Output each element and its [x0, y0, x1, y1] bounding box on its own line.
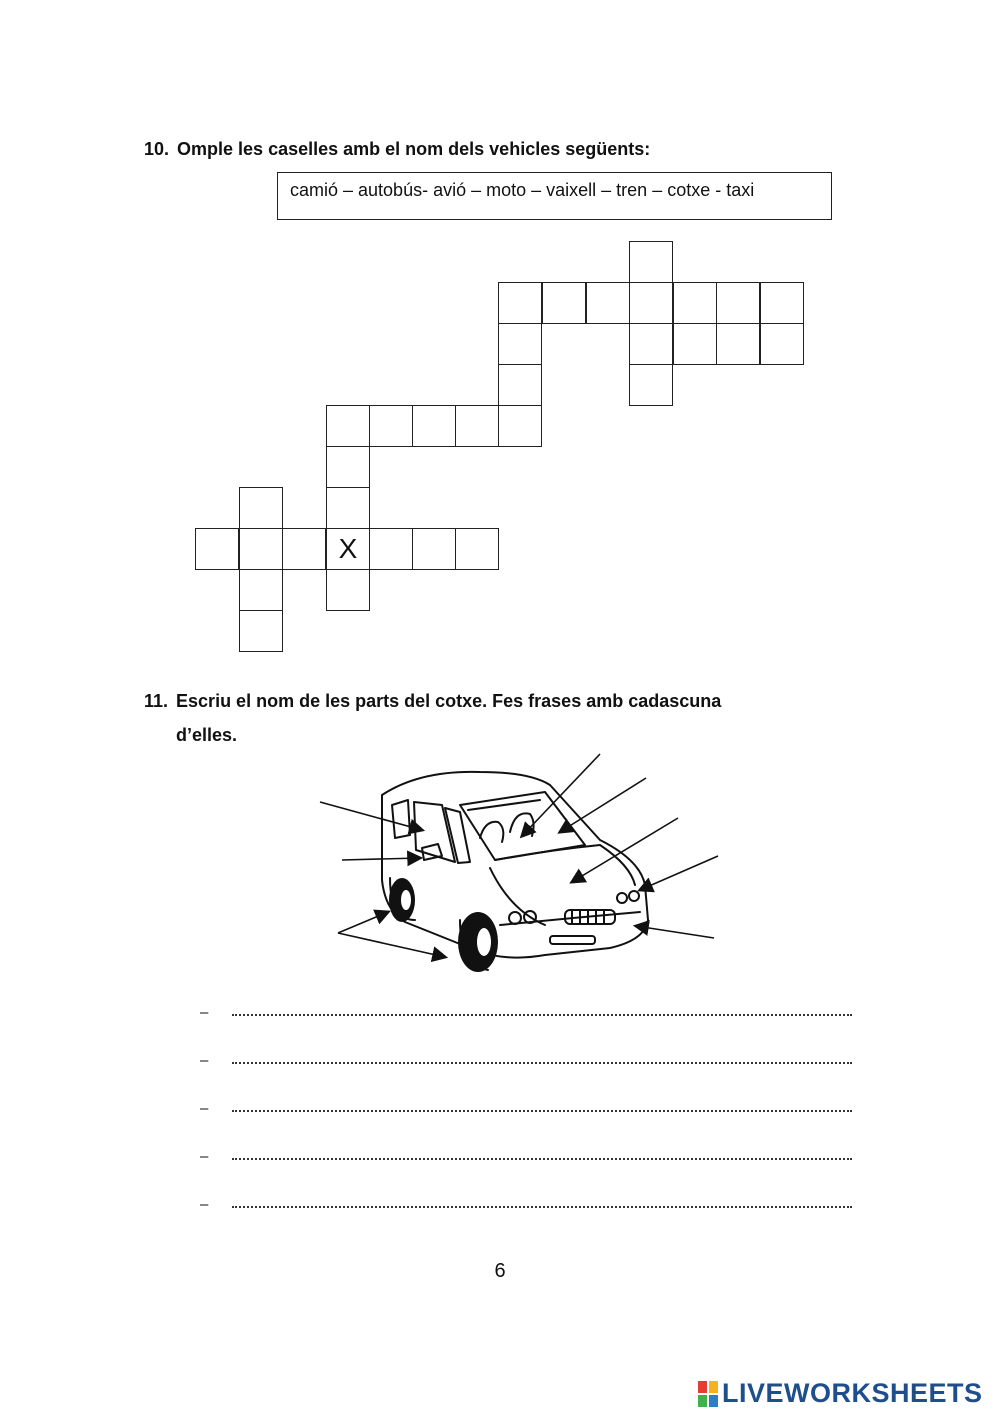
crossword-cell[interactable]: [412, 405, 456, 447]
dotted-answer-field[interactable]: [232, 1206, 852, 1208]
brand-logo-icon: [698, 1381, 718, 1407]
question-text: Omple les caselles amb el nom dels vehicles següents:: [177, 139, 651, 159]
crossword-cell[interactable]: X: [326, 528, 370, 570]
answer-line[interactable]: [200, 1196, 860, 1220]
crossword-cell[interactable]: [239, 610, 283, 652]
crossword-cell[interactable]: [673, 323, 717, 365]
crossword-cell[interactable]: [239, 569, 283, 611]
crossword-cell[interactable]: [326, 446, 370, 488]
crossword-cell[interactable]: [326, 487, 370, 529]
crossword-cell[interactable]: [239, 528, 283, 570]
crossword-cell[interactable]: [716, 323, 760, 365]
question-10-title: [144, 132, 650, 166]
crossword-cell[interactable]: [760, 323, 804, 365]
answer-line[interactable]: [200, 1148, 860, 1172]
crossword-cell[interactable]: [455, 405, 499, 447]
crossword-cell[interactable]: [369, 405, 413, 447]
crossword-cell[interactable]: [629, 323, 673, 365]
word-list-box: camió – autobús- avió – moto – vaixell – tren – cotxe - taxi: [277, 172, 832, 220]
car-illustration: [310, 750, 730, 975]
bullet-dash: –: [200, 1052, 209, 1069]
dotted-answer-field[interactable]: [232, 1014, 852, 1016]
crossword-cell[interactable]: [498, 323, 542, 365]
dotted-answer-field[interactable]: [232, 1062, 852, 1064]
crossword-cell[interactable]: [542, 282, 586, 324]
page-number: 6: [494, 1260, 506, 1282]
crossword-cell[interactable]: [498, 282, 542, 324]
crossword-cell[interactable]: [195, 528, 239, 570]
question-number: 11.: [144, 691, 169, 711]
answer-line[interactable]: [200, 1052, 860, 1076]
crossword-cell[interactable]: [629, 282, 673, 324]
question-number: 10.: [144, 139, 170, 159]
crossword-cell[interactable]: [498, 364, 542, 406]
crossword-cell[interactable]: [326, 569, 370, 611]
crossword-cell[interactable]: [369, 528, 413, 570]
question-text: Escriu el nom de les parts del cotxe. Fes frases amb cadascuna: [176, 691, 722, 711]
bullet-dash: –: [200, 1148, 209, 1165]
crossword-cell[interactable]: [629, 241, 673, 283]
crossword-cell[interactable]: [716, 282, 760, 324]
question-text-continued: d’elles.: [176, 725, 238, 745]
crossword-cell[interactable]: [326, 405, 370, 447]
crossword-cell[interactable]: [282, 528, 326, 570]
crossword-cell[interactable]: [629, 364, 673, 406]
crossword-cell[interactable]: [412, 528, 456, 570]
crossword-cell[interactable]: [760, 282, 804, 324]
answer-line[interactable]: [200, 1004, 860, 1028]
crossword-cell[interactable]: [673, 282, 717, 324]
bullet-dash: –: [200, 1196, 209, 1213]
question-11-title: [144, 684, 844, 752]
brand-name: LIVEWORKSHEETS: [722, 1378, 983, 1408]
crossword-cell[interactable]: [239, 487, 283, 529]
crossword-cell[interactable]: [586, 282, 630, 324]
bullet-dash: –: [200, 1004, 209, 1021]
dotted-answer-field[interactable]: [232, 1158, 852, 1160]
brand-watermark: [698, 1378, 983, 1409]
bullet-dash: –: [200, 1100, 209, 1117]
answer-line[interactable]: [200, 1100, 860, 1124]
crossword-cell[interactable]: [455, 528, 499, 570]
dotted-answer-field[interactable]: [232, 1110, 852, 1112]
crossword-cell[interactable]: [498, 405, 542, 447]
